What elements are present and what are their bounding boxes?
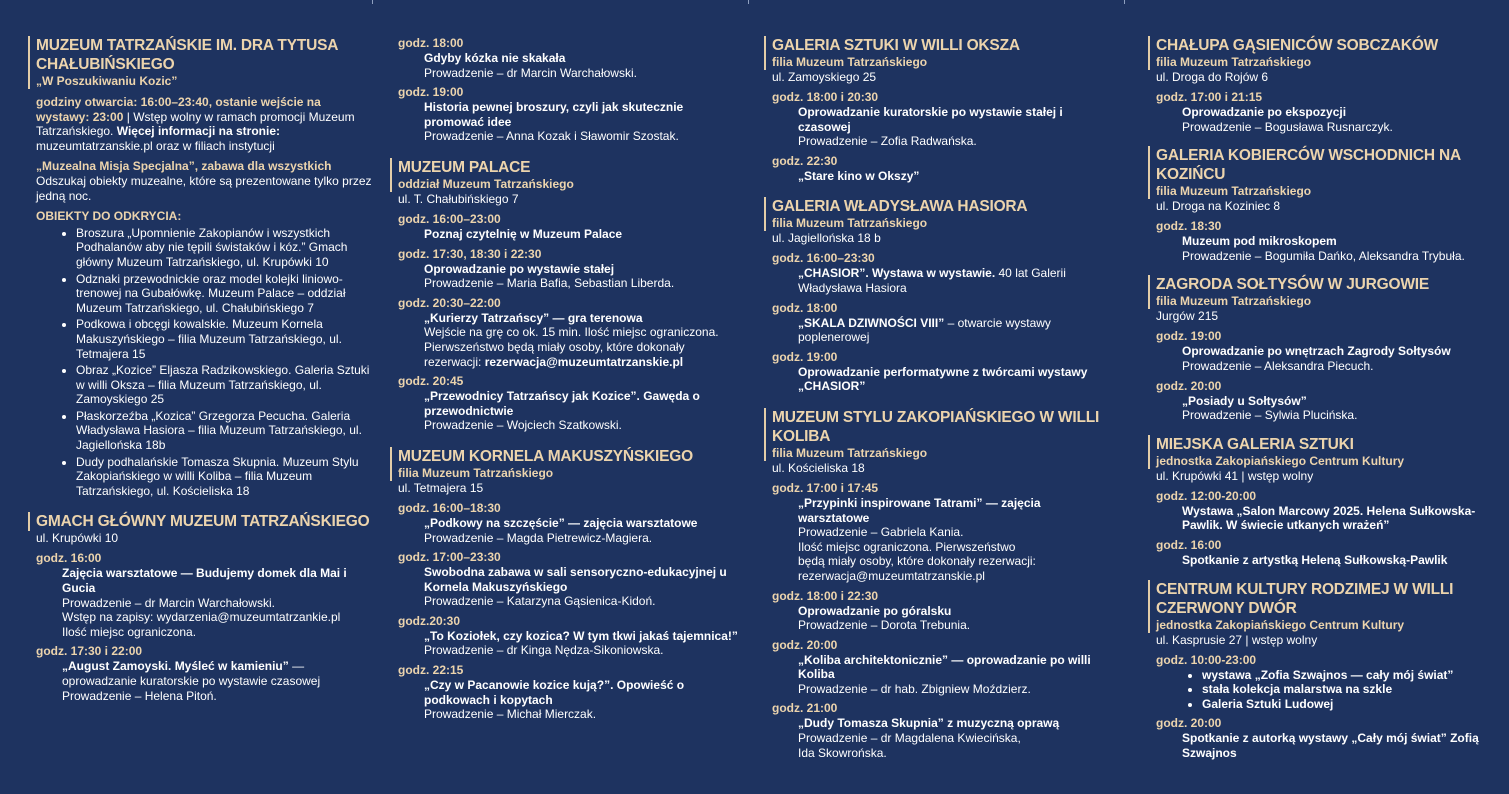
event-line: Prowadzenie – Gabriela Kania. bbox=[798, 525, 964, 540]
address: ul. Krupówki 10 bbox=[36, 531, 119, 546]
section-header bbox=[28, 36, 376, 89]
address: ul. Droga na Koziniec 8 bbox=[1156, 199, 1281, 214]
event-time: godz.20:30 bbox=[398, 613, 461, 628]
event-title-suffix: 40 lat Galerii Władysława Hasiora bbox=[798, 266, 1066, 295]
event bbox=[1156, 716, 1496, 760]
event bbox=[772, 638, 1112, 697]
event-time: godz. 22:30 bbox=[772, 153, 838, 168]
event-title: Gdyby kózka nie skakała bbox=[424, 51, 566, 65]
event-line: Prowadzenie – dr Kinga Nędza-Sikoniowska. bbox=[424, 643, 664, 658]
event bbox=[1156, 538, 1496, 568]
event bbox=[398, 663, 738, 722]
address: Jurgów 215 bbox=[1156, 309, 1219, 324]
event bbox=[772, 154, 1112, 184]
section-subtitle: filia Muzeum Tatrzańskiego bbox=[772, 55, 928, 69]
event-line: Prowadzenie – Zofia Radwańska. bbox=[798, 134, 977, 149]
event bbox=[36, 551, 376, 639]
event-title: Oprowadzanie po wnętrzach Zagrody Sołtysów bbox=[1182, 344, 1451, 359]
event-line: Prowadzenie – Anna Kozak i Sławomir Szostak. bbox=[424, 129, 679, 144]
opening-hours bbox=[36, 95, 376, 153]
event-time: godz. 17:30, 18:30 i 22:30 bbox=[398, 246, 542, 261]
reservation-email[interactable]: rezerwacja@muzeumtatrzanskie.pl bbox=[798, 568, 985, 583]
event-title: Oprowadzanie po wystawie stałej bbox=[424, 261, 615, 276]
exhibitions-list bbox=[1156, 668, 1496, 712]
event-title: Oprowadzanie performatywne z twórcami wystawy „CHASIOR” bbox=[798, 364, 1088, 394]
event-time: godz. 20:30–22:00 bbox=[398, 295, 501, 310]
event-time: godz. 16:00 bbox=[36, 551, 102, 566]
section-makuszynski bbox=[398, 447, 738, 722]
event bbox=[772, 90, 1112, 149]
section-title: ZAGRODA SOŁTYSÓW W JURGOWIE bbox=[1156, 276, 1430, 294]
event bbox=[1156, 489, 1496, 533]
event-time: godz. 17:00 i 17:45 bbox=[772, 480, 879, 495]
section-title: GALERIA KOBIERCÓW WSCHODNICH NA KOZIŃCU bbox=[1156, 147, 1461, 184]
section-title: MIEJSKA GALERIA SZTUKI bbox=[1156, 435, 1354, 453]
event-line: Prowadzenie – Bogusława Rusnarczyk. bbox=[1182, 119, 1393, 134]
game-info bbox=[36, 159, 376, 203]
event-title: „CHASIOR”. Wystawa w wystawie. bbox=[798, 266, 996, 281]
event bbox=[772, 301, 1112, 345]
event-title-suffix: – otwarcie wystawy poplenerowej bbox=[798, 315, 1051, 345]
list-item: • Broszura „Upomnienie Zakopianów i wszystkich Podhalanów aby nie tępili świstaków i kóz.” Gmach główny Muzeum Tatrzańskiego, ul. Krupówki 10 bbox=[76, 226, 376, 270]
event bbox=[1156, 90, 1496, 134]
event-title: „Przypinki inspirowane Tatrami” — zajęcia warsztatowe bbox=[798, 495, 1041, 525]
event-time: godz. 18:00 i 22:30 bbox=[772, 588, 879, 603]
section-zagroda bbox=[1156, 275, 1496, 422]
section-subtitle: filia Muzeum Tatrzańskiego bbox=[772, 216, 928, 231]
event bbox=[772, 350, 1112, 394]
event-title: „SKALA DZIWNOŚCI VIII” bbox=[798, 315, 945, 330]
event-title: „Dudy Tomasza Skupnia” z muzyczną oprawą bbox=[798, 716, 1060, 731]
event-time: godz. 18:30 bbox=[1156, 219, 1222, 234]
list-item: • Dudy podhalańskie Tomasza Skupnia. Muzeum Stylu Zakopiańskiego w willi Koliba – filia Muzeum Tatrzańskiego, ul. Kościeliska 18 bbox=[76, 455, 376, 499]
address: ul. Kasprusie 27 | wstęp wolny bbox=[1156, 632, 1318, 647]
event-title: „Stare kino w Okszy” bbox=[798, 168, 920, 183]
column-2 bbox=[398, 36, 738, 730]
event bbox=[398, 296, 738, 369]
event-time: godz. 20:00 bbox=[1156, 378, 1222, 393]
section-title: CENTRUM KULTURY RODZIMEJ W WILLI CZERWONY DWÓR bbox=[1156, 580, 1454, 617]
more-info-label: Więcej informacji na stronie: bbox=[116, 124, 280, 139]
event-title: Oprowadzanie po góralsku bbox=[798, 603, 952, 618]
event-title: Oprowadzanie po ekspozycji bbox=[1182, 105, 1347, 119]
hours-label: godziny otwarcia: 16:00–23:40, ostanie wejście na wystawy: 23:00 bbox=[36, 95, 321, 124]
event-time: godz. 21:00 bbox=[772, 701, 838, 716]
event-title: „Czy w Pacanowie kozice kują?”. Opowieść o podkowach i kopytach bbox=[424, 678, 685, 707]
event-line: Prowadzenie – dr Magdalena Kwiecińska, bbox=[798, 731, 1021, 746]
section-header bbox=[1148, 146, 1496, 199]
event-line: Prowadzenie – Sylwia Plucińska. bbox=[1182, 408, 1358, 423]
section-title: GALERIA SZTUKI W WILLI OKSZA bbox=[772, 37, 1020, 54]
game-text: Odszukaj obiekty muzealne, które są prezentowane tylko przez jedną noc. bbox=[36, 173, 372, 203]
section-miejska-galeria bbox=[1156, 435, 1496, 568]
reservation-label: rezerwacji: bbox=[424, 354, 485, 369]
event-title: Oprowadzanie kuratorskie po wystawie stałej i czasowej bbox=[798, 105, 1063, 134]
section-subtitle: filia Muzeum Tatrzańskiego bbox=[398, 465, 554, 480]
section-subtitle: jednostka Zakopiańskiego Centrum Kultury bbox=[1156, 453, 1405, 468]
section-subtitle: filia Muzeum Tatrzańskiego bbox=[772, 445, 928, 460]
event-line: Ilość miejsc ograniczona. bbox=[62, 624, 197, 639]
event-title: Zajęcia warsztatowe — Budujemy domek dla Mai i Gucia bbox=[62, 566, 347, 596]
list-item: • Odznaki przewodnickie oraz model kolejki liniowo-trenowej na Gubałówkę. Muzeum Palace – oddział Muzeum Tatrzańskiego, ul. Chałubińskiego 7 bbox=[76, 272, 376, 316]
section-muzeum-tatrzanskie bbox=[36, 36, 376, 498]
event-title-suffix: — oprowadzanie kuratorskie po wystawie czasowej bbox=[62, 659, 321, 688]
section-subtitle: filia Muzeum Tatrzańskiego bbox=[1156, 184, 1312, 199]
event-line: Prowadzenie – dr Marcin Warchałowski. bbox=[62, 595, 275, 610]
section-kobierce bbox=[1156, 146, 1496, 263]
event-time: godz. 12:00-20:00 bbox=[1156, 488, 1257, 503]
event-time: godz. 18:00 i 20:30 bbox=[772, 90, 879, 104]
event bbox=[1156, 653, 1496, 712]
event-title: Wystawa „Salon Marcowy 2025. Helena Sułkowska-Pawlik. W świecie utkanych wrażeń” bbox=[1182, 503, 1476, 533]
list-item: • Płaskorzeźba „Kozica” Grzegorza Pecucha. Galeria Władysława Hasiora – filia Muzeum Tatrzańskiego, ul. Jagiellońska 18b bbox=[76, 409, 376, 453]
event-title: „Posiady u Sołtysów” bbox=[1182, 393, 1307, 408]
event bbox=[36, 644, 376, 703]
list-item: • wystawa „Zofia Szwajnos — cały mój świat” bbox=[1202, 668, 1496, 683]
event-title: Poznaj czytelnię w Muzeum Palace bbox=[424, 226, 623, 241]
reservation-email[interactable]: rezerwacja@muzeumtatrzanskie.pl bbox=[484, 354, 684, 369]
event-time: godz. 16:00 bbox=[1156, 537, 1222, 552]
event-time: godz. 22:15 bbox=[398, 663, 464, 678]
event-time: godz. 19:00 bbox=[1156, 329, 1222, 344]
section-title: MUZEUM STYLU ZAKOPIAŃSKIEGO W WILLI KOLIBA bbox=[772, 408, 1100, 445]
list-item: • Galeria Sztuki Ludowej bbox=[1202, 697, 1496, 712]
event bbox=[772, 589, 1112, 633]
event-title: „Kurierzy Tatrzańscy” — gra terenowa bbox=[424, 310, 643, 325]
section-hasior bbox=[772, 197, 1112, 394]
event bbox=[398, 85, 738, 144]
section-header bbox=[390, 447, 738, 481]
event bbox=[1156, 219, 1496, 263]
section-header bbox=[1148, 36, 1496, 70]
address: ul. Krupówki 41 | wstęp wolny bbox=[1156, 468, 1314, 483]
section-header bbox=[1148, 435, 1496, 469]
column-3 bbox=[772, 36, 1112, 768]
column-4 bbox=[1156, 36, 1496, 769]
event-title: „To Koziołek, czy kozica? W tym tkwi jakaś tajemnica!” bbox=[424, 628, 738, 643]
game-title: „Muzealna Misja Specjalna”, zabawa dla wszystkich bbox=[36, 159, 332, 174]
event-title: „August Zamoyski. Myśleć w kamieniu” bbox=[62, 659, 289, 674]
event-time: godz. 16:00–23:30 bbox=[772, 251, 875, 266]
event bbox=[398, 614, 738, 658]
event-title: „Przewodnicy Tatrzańscy jak Kozice”. Gawęda o przewodnictwie bbox=[424, 389, 700, 418]
event bbox=[398, 36, 738, 80]
section-title: MUZEUM PALACE bbox=[398, 158, 531, 176]
event-title: „Koliba architektonicznie” — oprowadzanie po willi Koliba bbox=[798, 652, 1091, 682]
objects-heading: OBIEKTY DO ODKRYCIA: bbox=[36, 209, 182, 224]
section-subtitle: oddział Muzeum Tatrzańskiego bbox=[398, 176, 574, 191]
section-czerwony-dwor bbox=[1156, 580, 1496, 761]
event-email[interactable]: Wstęp na zapisy: wydarzenia@muzeumtatrzankie.pl bbox=[62, 610, 341, 625]
event-line: Wejście na grę co ok. 15 min. Ilość miejsc ograniczona. bbox=[424, 325, 719, 340]
event-line: Pierwszeństwo będą miały osoby, które dokonały bbox=[424, 339, 685, 354]
section-title: CHAŁUPA GĄSIENICÓW SOBCZAKÓW bbox=[1156, 37, 1438, 54]
event-title: Spotkanie z autorką wystawy „Cały mój świat” Zofią Szwajnos bbox=[1182, 731, 1479, 760]
event bbox=[398, 374, 738, 433]
event bbox=[398, 247, 738, 291]
event-line: Prowadzenie – dr hab. Zbigniew Moździerz. bbox=[798, 681, 1031, 696]
event bbox=[772, 251, 1112, 295]
section-header bbox=[764, 197, 1112, 231]
event bbox=[1156, 329, 1496, 373]
section-muzeum-palace bbox=[398, 158, 738, 433]
event-line: Prowadzenie – Dorota Trebunia. bbox=[798, 618, 971, 633]
list-item: • Podkowa i obcęgi kowalskie. Muzeum Kornela Makuszyńskiego – filia Muzeum Tatrzańskiego, ul. Tetmajera 15 bbox=[76, 317, 376, 361]
event bbox=[1156, 379, 1496, 423]
event-line: Prowadzenie – Wojciech Szatkowski. bbox=[424, 418, 622, 433]
event-time: godz. 18:00 bbox=[398, 36, 464, 50]
address: ul. Droga do Rojów 6 bbox=[1156, 70, 1269, 84]
event-time: godz. 20:45 bbox=[398, 374, 464, 389]
section-chalupa bbox=[1156, 36, 1496, 134]
address: ul. T. Chałubińskiego 7 bbox=[398, 191, 519, 206]
list-item: • stała kolekcja malarstwa na szkle bbox=[1202, 682, 1496, 697]
event-title: Spotkanie z artystką Heleną Sułkowską-Pawlik bbox=[1182, 552, 1448, 567]
fold-mark bbox=[748, 0, 749, 4]
address: ul. Kościeliska 18 bbox=[772, 460, 865, 475]
event-line: Prowadzenie – Michał Mierczak. bbox=[424, 707, 597, 722]
event-time: godz. 19:00 bbox=[772, 349, 838, 364]
fold-mark bbox=[1124, 0, 1125, 4]
section-title: MUZEUM KORNELA MAKUSZYŃSKIEGO bbox=[398, 447, 694, 465]
event-time: godz. 17:00–23:30 bbox=[398, 550, 501, 565]
event-time: godz. 16:00–18:30 bbox=[398, 500, 501, 515]
event-time: godz. 18:00 bbox=[772, 300, 838, 315]
event-line: Prowadzenie – dr Marcin Warchałowski. bbox=[424, 65, 637, 80]
event bbox=[772, 701, 1112, 760]
section-header bbox=[390, 158, 738, 192]
event-time: godz. 17:30 i 22:00 bbox=[36, 644, 143, 659]
event-line: Ida Skowrońska. bbox=[798, 745, 887, 760]
address: ul. Jagiellońska 18 b bbox=[772, 231, 881, 246]
event-time: godz. 20:00 bbox=[772, 637, 838, 652]
event-time: godz. 19:00 bbox=[398, 85, 464, 100]
section-header bbox=[764, 408, 1112, 461]
more-info-link[interactable]: muzeumtatrzanskie.pl oraz w filiach instytucji bbox=[36, 138, 275, 153]
event-line: będą miały osoby, które dokonały rezerwacji: bbox=[798, 554, 1036, 569]
section-gmach-glowny bbox=[36, 512, 376, 703]
event-line: Prowadzenie – Magda Pietrewicz-Magiera. bbox=[424, 530, 653, 545]
event-line: Prowadzenie – Helena Pitoń. bbox=[62, 688, 217, 703]
section-subtitle: filia Muzeum Tatrzańskiego bbox=[1156, 55, 1312, 69]
section-gmach-continued bbox=[398, 36, 738, 144]
event-line: Prowadzenie – Aleksandra Piecuch. bbox=[1182, 358, 1374, 373]
list-item: • Obraz „Kozice” Eljasza Radzikowskiego. Galeria Sztuki w willi Oksza – filia Muzeum Tatrzańskiego, ul. Zamoyskiego 25 bbox=[76, 363, 376, 407]
event-time: godz. 17:00 i 21:15 bbox=[1156, 90, 1263, 104]
section-header bbox=[1148, 275, 1496, 309]
fold-mark bbox=[372, 0, 373, 4]
section-title: MUZEUM TATRZAŃSKIE IM. DRA TYTUSA CHAŁUBIŃSKIEGO bbox=[36, 37, 338, 73]
section-koliba bbox=[772, 408, 1112, 760]
event-time: godz. 10:00-23:00 bbox=[1156, 652, 1257, 667]
event-title: Muzeum pod mikroskopem bbox=[1182, 234, 1337, 249]
section-subtitle: jednostka Zakopiańskiego Centrum Kultury bbox=[1156, 617, 1405, 632]
separator: | bbox=[123, 109, 134, 124]
event-title: Historia pewnej broszury, czyli jak skutecznie promować idee bbox=[424, 100, 684, 129]
section-subtitle: filia Muzeum Tatrzańskiego bbox=[1156, 294, 1312, 309]
event-time: godz. 16:00–23:00 bbox=[398, 211, 501, 226]
event-line: Ilość miejsc ograniczona. Pierwszeństwo bbox=[798, 539, 1016, 554]
event-line: Prowadzenie – Maria Bafia, Sebastian Liberda. bbox=[424, 276, 675, 291]
hours-text: Wstęp wolny w ramach promocji Muzeum Tatrzańskiego. bbox=[36, 109, 355, 139]
address: ul. Tetmajera 15 bbox=[398, 480, 484, 495]
event-title: „Podkowy na szczęście” — zajęcia warsztatowe bbox=[424, 515, 698, 530]
event-time: godz. 20:00 bbox=[1156, 716, 1222, 731]
section-subtitle: „W Poszukiwaniu Kozic” bbox=[36, 74, 178, 88]
objects-list bbox=[36, 226, 376, 499]
event-line: Prowadzenie – Katarzyna Gąsienica-Kidoń. bbox=[424, 594, 656, 609]
section-title: GALERIA WŁADYSŁAWA HASIORA bbox=[772, 198, 1028, 216]
address: ul. Zamoyskiego 25 bbox=[772, 70, 877, 84]
column-1 bbox=[36, 36, 376, 711]
section-oksza bbox=[772, 36, 1112, 183]
section-header bbox=[28, 512, 376, 531]
event bbox=[398, 212, 738, 242]
event bbox=[398, 550, 738, 609]
event bbox=[398, 501, 738, 545]
section-header bbox=[764, 36, 1112, 70]
event bbox=[772, 481, 1112, 584]
event-line: Prowadzenie – Bogumiła Dańko, Aleksandra Trybuła. bbox=[1182, 248, 1465, 263]
event-title: Swobodna zabawa w sali sensoryczno-edukacyjnej u Kornela Makuszyńskiego bbox=[424, 565, 727, 594]
section-title: GMACH GŁÓWNY MUZEUM TATRZAŃSKIEGO bbox=[36, 513, 370, 531]
section-header bbox=[1148, 580, 1496, 633]
